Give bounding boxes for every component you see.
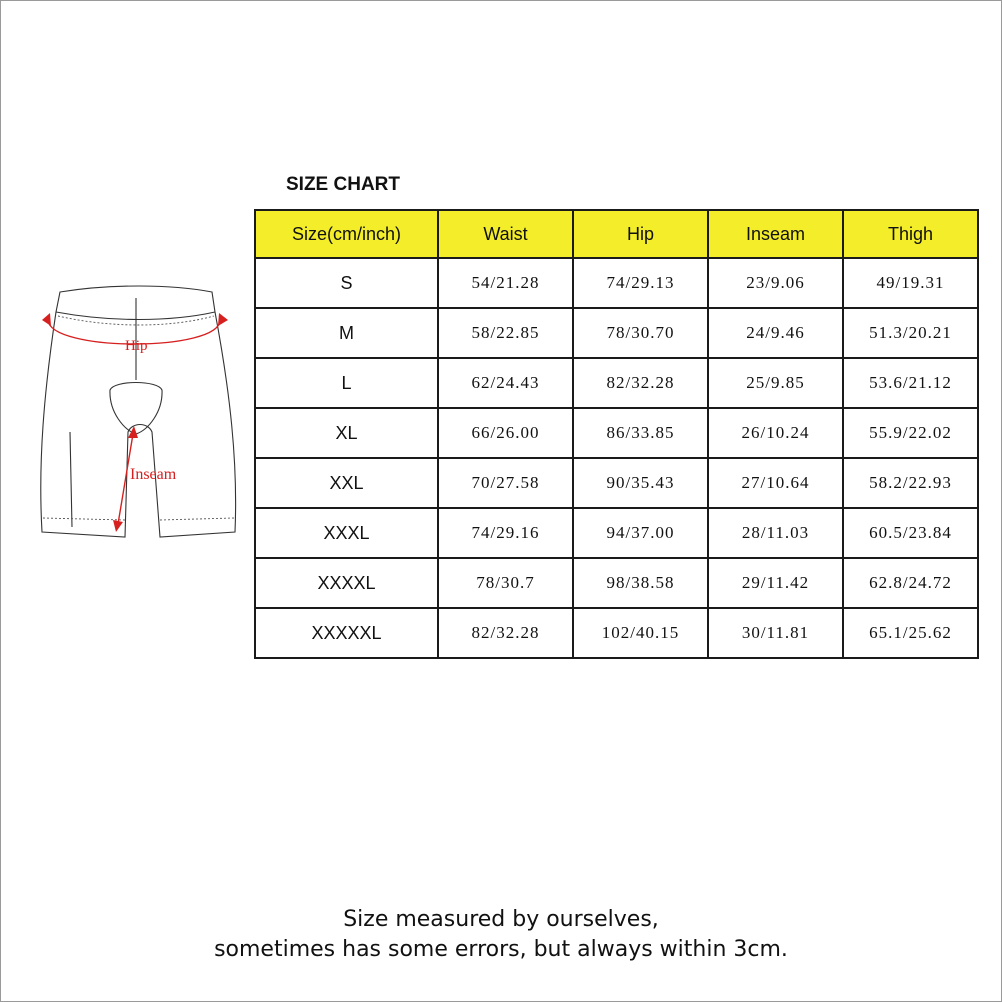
size-cell: S <box>255 258 438 308</box>
hip-cell: 86/33.85 <box>573 408 708 458</box>
waist-cell: 58/22.85 <box>438 308 573 358</box>
thigh-cell: 51.3/20.21 <box>843 308 978 358</box>
thigh-cell: 53.6/21.12 <box>843 358 978 408</box>
thigh-cell: 62.8/24.72 <box>843 558 978 608</box>
header-size: Size(cm/inch) <box>255 210 438 258</box>
inseam-cell: 26/10.24 <box>708 408 843 458</box>
header-thigh: Thigh <box>843 210 978 258</box>
hip-cell: 98/38.58 <box>573 558 708 608</box>
inseam-cell: 25/9.85 <box>708 358 843 408</box>
hip-label: Hip <box>125 338 148 354</box>
inseam-cell: 27/10.64 <box>708 458 843 508</box>
footer-note-line-1: Size measured by ourselves, <box>343 907 659 932</box>
inseam-label: Inseam <box>130 466 177 483</box>
hip-cell: 94/37.00 <box>573 508 708 558</box>
size-cell: XXXL <box>255 508 438 558</box>
header-inseam: Inseam <box>708 210 843 258</box>
table-row <box>255 608 978 658</box>
size-cell: M <box>255 308 438 358</box>
header-hip: Hip <box>573 210 708 258</box>
hip-cell: 82/32.28 <box>573 358 708 408</box>
size-cell: XL <box>255 408 438 458</box>
table-row <box>255 458 978 508</box>
waist-cell: 82/32.28 <box>438 608 573 658</box>
hip-cell: 90/35.43 <box>573 458 708 508</box>
size-cell: XXXXXL <box>255 608 438 658</box>
waist-cell: 54/21.28 <box>438 258 573 308</box>
waist-cell: 74/29.16 <box>438 508 573 558</box>
table-row <box>255 508 978 558</box>
thigh-cell: 65.1/25.62 <box>843 608 978 658</box>
table-row <box>255 308 978 358</box>
waist-cell: 78/30.7 <box>438 558 573 608</box>
table-header-row <box>255 210 978 258</box>
thigh-cell: 49/19.31 <box>843 258 978 308</box>
thigh-cell: 55.9/22.02 <box>843 408 978 458</box>
size-cell: XXXXL <box>255 558 438 608</box>
footer-note-line-2: sometimes has some errors, but always within 3cm. <box>214 937 788 962</box>
table-row <box>255 408 978 458</box>
inseam-cell: 23/9.06 <box>708 258 843 308</box>
size-table <box>254 209 979 659</box>
waist-cell: 70/27.58 <box>438 458 573 508</box>
hip-cell: 102/40.15 <box>573 608 708 658</box>
thigh-cell: 58.2/22.93 <box>843 458 978 508</box>
inseam-cell: 24/9.46 <box>708 308 843 358</box>
shorts-diagram <box>30 282 250 547</box>
header-waist: Waist <box>438 210 573 258</box>
table-row <box>255 358 978 408</box>
table-row <box>255 258 978 308</box>
waist-cell: 66/26.00 <box>438 408 573 458</box>
thigh-cell: 60.5/23.84 <box>843 508 978 558</box>
table-row <box>255 558 978 608</box>
waist-cell: 62/24.43 <box>438 358 573 408</box>
inseam-cell: 28/11.03 <box>708 508 843 558</box>
hip-cell: 78/30.70 <box>573 308 708 358</box>
inseam-cell: 29/11.42 <box>708 558 843 608</box>
inseam-cell: 30/11.81 <box>708 608 843 658</box>
hip-cell: 74/29.13 <box>573 258 708 308</box>
size-cell: L <box>255 358 438 408</box>
size-cell: XXL <box>255 458 438 508</box>
size-chart-title: SIZE CHART <box>286 174 400 195</box>
